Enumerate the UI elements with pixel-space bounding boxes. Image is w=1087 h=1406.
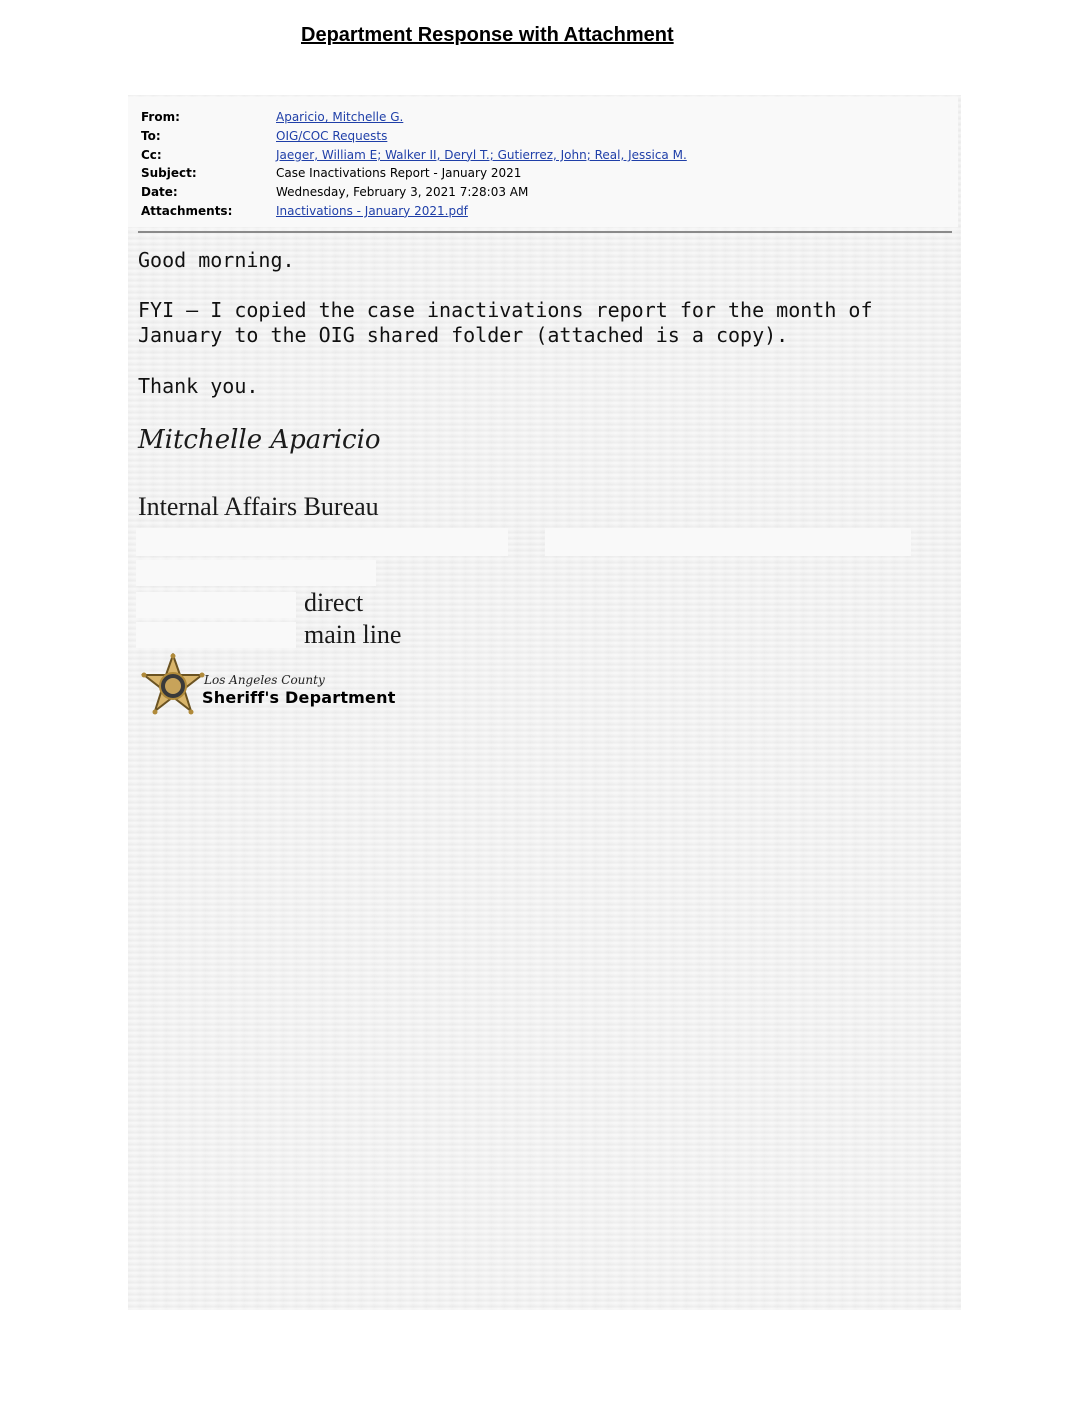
signature-name: Mitchelle Aparicio <box>138 425 381 455</box>
to-label: To: <box>141 129 161 144</box>
document-title: Department Response with Attachment <box>301 24 674 46</box>
attachment-link[interactable]: Inactivations - January 2021.pdf <box>276 203 468 218</box>
to-link[interactable]: OIG/COC Requests <box>276 129 388 144</box>
signature-bureau: Internal Affairs Bureau <box>138 492 379 521</box>
subject-label: Subject: <box>141 166 197 181</box>
redacted-block <box>136 560 376 586</box>
header-row-date <box>141 183 687 202</box>
redacted-block <box>136 622 296 648</box>
date-label: Date: <box>141 185 178 200</box>
sheriff-logo <box>140 653 410 729</box>
email-message: FYI – I copied the case inactivations report for the month of January to the OIG shared folder (attached is a copy). <box>138 298 885 347</box>
logo-county-text: Los Angeles County <box>204 673 325 687</box>
header-row-to <box>141 127 687 146</box>
email-closing: Thank you. <box>138 374 259 398</box>
redacted-block <box>545 528 911 556</box>
header-row-attachments <box>141 201 687 220</box>
logo-department-text: Sheriff's Department <box>202 688 396 707</box>
email-greeting: Good morning. <box>138 248 295 272</box>
redacted-block <box>136 592 296 618</box>
header-divider <box>138 231 952 233</box>
cc-link[interactable]: Jaeger, William E; Walker II, Deryl T.; Gutierrez, John; Real, Jessica M. <box>276 147 687 162</box>
cc-label: Cc: <box>141 147 162 162</box>
direct-phone-label: direct <box>304 588 364 617</box>
header-row-subject <box>141 164 687 183</box>
from-label: From: <box>141 110 180 125</box>
redacted-block <box>136 528 508 556</box>
attachments-label: Attachments: <box>141 203 233 218</box>
main-line-label: main line <box>304 620 402 649</box>
sheriff-star-icon <box>140 653 206 729</box>
header-row-cc <box>141 145 687 164</box>
subject-value: Case Inactivations Report - January 2021 <box>276 166 522 181</box>
date-value: Wednesday, February 3, 2021 7:28:03 AM <box>276 185 529 200</box>
header-row-from <box>141 108 687 127</box>
email-header <box>141 108 687 220</box>
from-link[interactable]: Aparicio, Mitchelle G. <box>276 110 404 125</box>
